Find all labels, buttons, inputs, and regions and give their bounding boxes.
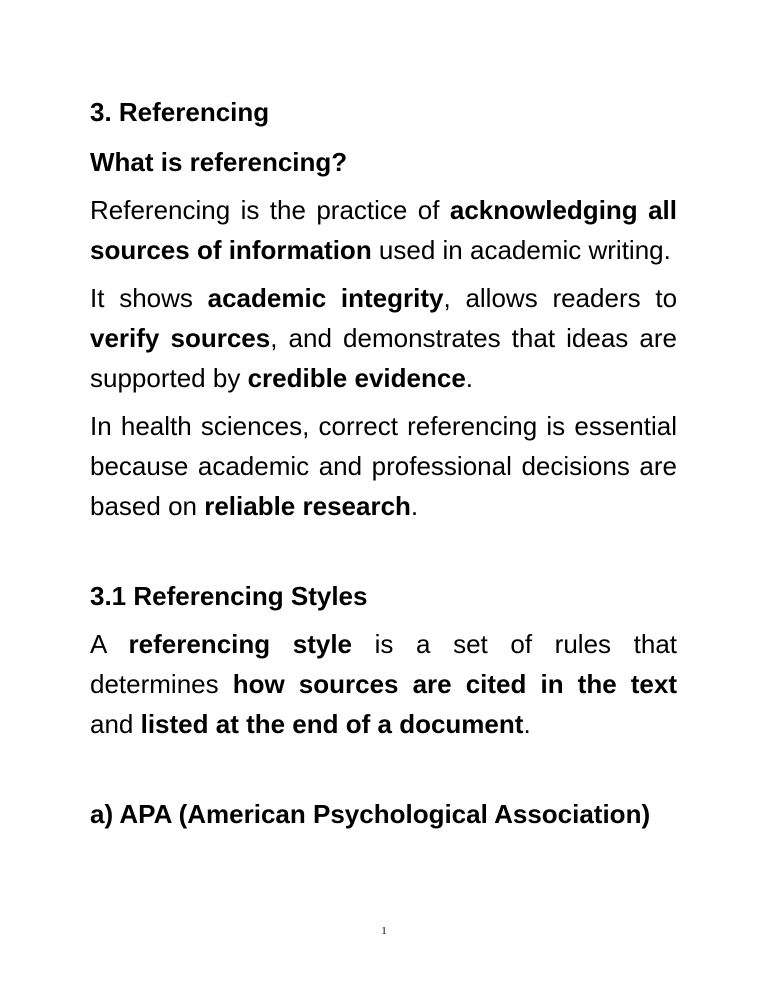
text-run: , and demonstrates that ideas are supported by bbox=[90, 323, 677, 393]
bold-run: reliable research bbox=[204, 491, 411, 521]
paragraph-style-definition bbox=[90, 624, 677, 744]
bold-run: credible evidence bbox=[247, 363, 466, 393]
text-run: It shows bbox=[90, 283, 208, 313]
text-run: In health sciences, correct referencing is essential because academic and professional decisions are based on bbox=[90, 411, 677, 521]
bold-run: acknowledging all sources of information bbox=[90, 195, 677, 265]
section-heading-referencing: 3. Referencing bbox=[90, 97, 270, 127]
text-run: used in academic writing. bbox=[371, 235, 671, 265]
paragraph-integrity bbox=[90, 278, 677, 398]
text-run: . bbox=[410, 491, 419, 521]
text-run: A bbox=[90, 629, 129, 659]
text-run: . bbox=[523, 709, 531, 739]
bold-run: listed at the end of a document bbox=[140, 709, 524, 739]
paragraph-definition bbox=[90, 190, 677, 270]
text-run: . bbox=[465, 363, 474, 393]
text-run: , allows readers to bbox=[443, 283, 678, 313]
document-page bbox=[90, 88, 677, 834]
subheading-what-is-referencing: What is referencing? bbox=[90, 147, 348, 177]
bold-run: how sources are cited in the text bbox=[232, 669, 677, 699]
subheading-apa: a) APA (American Psychological Association) bbox=[90, 799, 651, 829]
paragraph-health-sciences bbox=[90, 406, 677, 526]
section-heading-referencing-styles: 3.1 Referencing Styles bbox=[90, 581, 368, 611]
bold-run: academic integrity bbox=[207, 283, 444, 313]
page-number: 1 bbox=[381, 925, 387, 937]
bold-run: verify sources bbox=[90, 323, 271, 353]
text-run: and bbox=[90, 709, 141, 739]
text-run: is a set of rules that determines bbox=[90, 629, 678, 699]
bold-run: referencing style bbox=[128, 629, 353, 659]
text-run: Referencing is the practice of bbox=[90, 195, 450, 225]
